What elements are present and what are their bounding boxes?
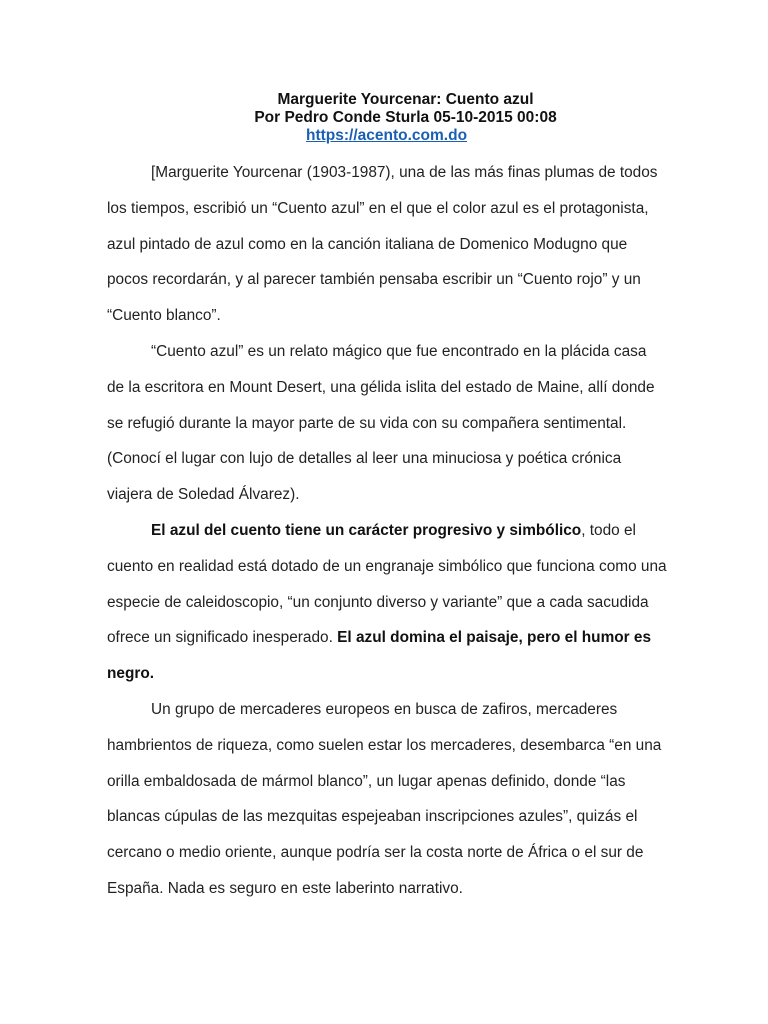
article-title: Marguerite Yourcenar: Cuento azul [277, 91, 534, 108]
paragraph-3-text: , todo el cuento en realidad está dotado de un engranaje simbólico que funciona como una especie de caleidoscopio, “un conjunto diverso y variante” que a cada sacudida ofrece un significado inesperado. [107, 521, 667, 647]
paragraph-3 [107, 513, 667, 692]
paragraph-2: “Cuento azul” es un relato mágico que fue encontrado en la plácida casa de la escritora en Mount Desert, una gélida islita del estado de Maine, allí donde se refugió durante la mayor parte de su vida con su compañera sentimental. (Conocí el lugar con lujo de detalles al leer una minuciosa y poética crónica viajera de Soledad Álvarez). [107, 342, 655, 504]
paragraph-1: [Marguerite Yourcenar (1903-1987), una de las más finas plumas de todos los tiempos, escribió un “Cuento azul” en el que el color azul es el protagonista, azul pintado de azul como en la canción italiana de Domenico Modugno que pocos recordarán, y al parecer también pensaba escribir un “Cuento rojo” y un “Cuento blanco”. [107, 164, 658, 325]
paragraph-4: Un grupo de mercaderes europeos en busca de zafiros, mercaderes hambrientos de riqueza, como suelen estar los mercaderes, desembarca “en una orilla embaldosada de mármol blanco”, un lugar apenas definido, donde “las blancas cúpulas de las mezquitas espejeaban inscripciones azules”, quizás el cercano o medio oriente, aunque podría ser la costa norte de África o el sur de España. Nada es seguro en este laberinto narrativo. [107, 700, 662, 897]
paragraph-3-bold-closing: El azul domina el paisaje, pero el humor es negro. [107, 629, 652, 683]
paragraph-3-bold-intro: El azul del cuento tiene un carácter progresivo y simbólico [151, 521, 582, 539]
source-link[interactable]: https://acento.com.do [306, 127, 468, 144]
article-body [107, 155, 667, 907]
article-byline: Por Pedro Conde Sturla 05-10-2015 00:08 [254, 109, 557, 126]
